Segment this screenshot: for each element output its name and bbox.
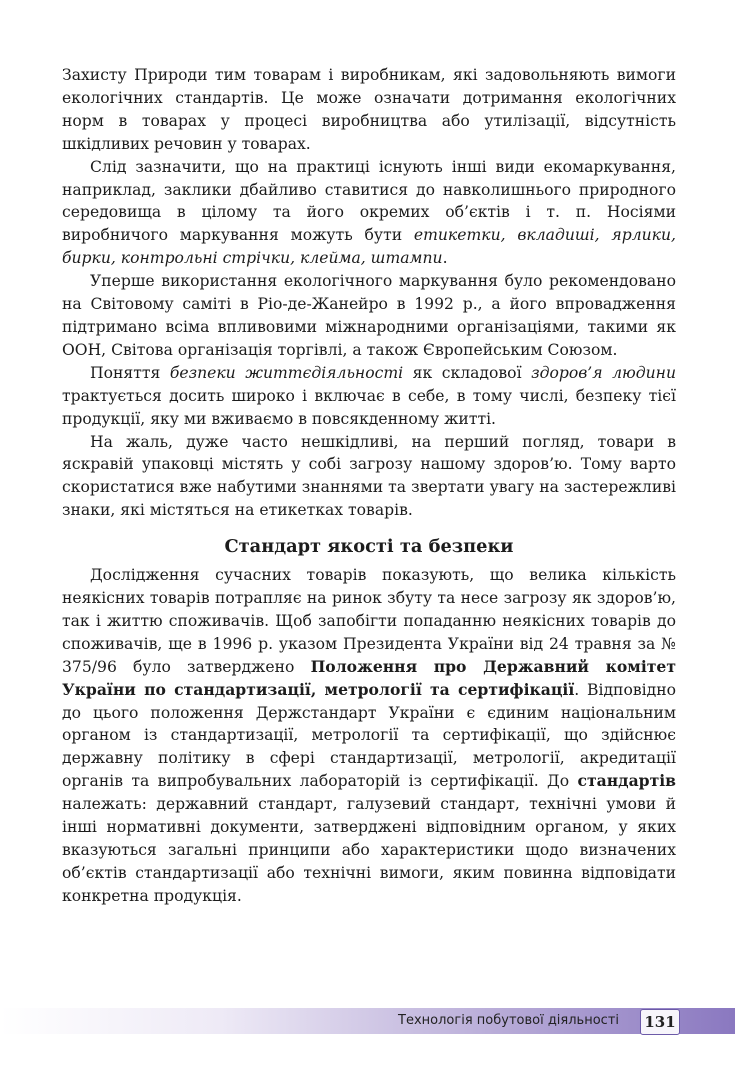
italic-term: здоров’я людини	[531, 363, 676, 382]
bold-term: Положення про Державний комітет України по стандартизації, метрології та сертифікації	[62, 656, 676, 699]
text-run: Поняття	[90, 363, 170, 382]
footer-subject: Технологія побутової діяльності	[398, 1013, 619, 1028]
text-run: Уперше використання екологічного маркування було рекомендовано на Світовому саміті в Ріо-де-Жанейро в 1992 р., а його впровадження підтримано всіма впливовими міжнародними організаціями, такими як ООН, Світова організація торгівлі, а також Європейським Союзом.	[62, 272, 676, 359]
paragraph	[62, 156, 676, 271]
bold-term: стандартів	[577, 771, 676, 791]
text-run: як складової	[403, 363, 532, 382]
section-heading: Стандарт якості та безпеки	[224, 536, 514, 558]
text-run: . Відповідно до цього положення Держстандарт України є єдиним національним органом із стандартизації, метрології та сертифікації, що здійснює державну політику в сфері стандартизації, метрології, акредитації органів та випробувальних лабораторій із сертифікації. До	[62, 680, 676, 791]
paragraph	[62, 431, 676, 523]
paragraph	[62, 362, 676, 431]
page-number: 131	[640, 1009, 680, 1035]
intro-text	[62, 64, 676, 522]
text-run: трактується досить широко і включає в себе, в тому числі, безпеку тієї продукції, яку ми вживаємо в повсякденному житті.	[62, 386, 676, 428]
italic-term: етикетки, вкладиші, ярлики, бирки, контрольні стрічки, клейма, штампи	[62, 226, 676, 268]
paragraph	[62, 564, 676, 908]
footer-bar	[0, 1008, 735, 1034]
text-run: На жаль, дуже часто нешкідливі, на перший погляд, товари в яскравій упаковці містять у собі загрозу нашому здоров’ю. Тому варто скористатися вже набутими знаннями та звертати увагу на застережливі знаки, які містяться на етикетках товарів.	[62, 432, 676, 520]
text-run: Слід зазначити, що на практиці існують інші види екомаркування, наприклад, заклики дбайливо ставитися до навколишнього природного середовища в цілому та його окремих об’єктів і т. п. Носіями виробничого маркування можуть бути	[62, 157, 676, 245]
paragraph	[62, 64, 676, 156]
section-text	[62, 564, 676, 908]
page-body	[62, 64, 676, 908]
text-run: Захисту Природи тим товарам і виробникам, які задовольняють вимоги екологічних стандартів. Це може означати дотримання екологічних норм в товарах у процесі виробництва або утилізації, відсутність шкідливих речовин у товарах.	[62, 66, 676, 153]
text-run: належать: державний стандарт, галузевий стандарт, технічні умови й інші нормативні документи, затверджені відповідним органом, у яких вказуються загальні принципи або характеристики щодо визначених об’єктів стандартизації або технічні вимоги, яким повинна відповідати конкретна продукція.	[62, 795, 676, 905]
text-run: Дослідження сучасних товарів показують, що велика кількість неякісних товарів потрапляє на ринок збуту та несе загрозу як здоров’ю, так і життю споживачів. Щоб запобігти попаданню неякісних товарів до споживачів, ще в 1996 р. указом Президента України від 24 травня за № 375/96 було затверджено	[62, 566, 676, 676]
text-run: .	[442, 249, 448, 268]
paragraph	[62, 270, 676, 362]
italic-term: безпеки життєдіяльності	[169, 363, 404, 382]
